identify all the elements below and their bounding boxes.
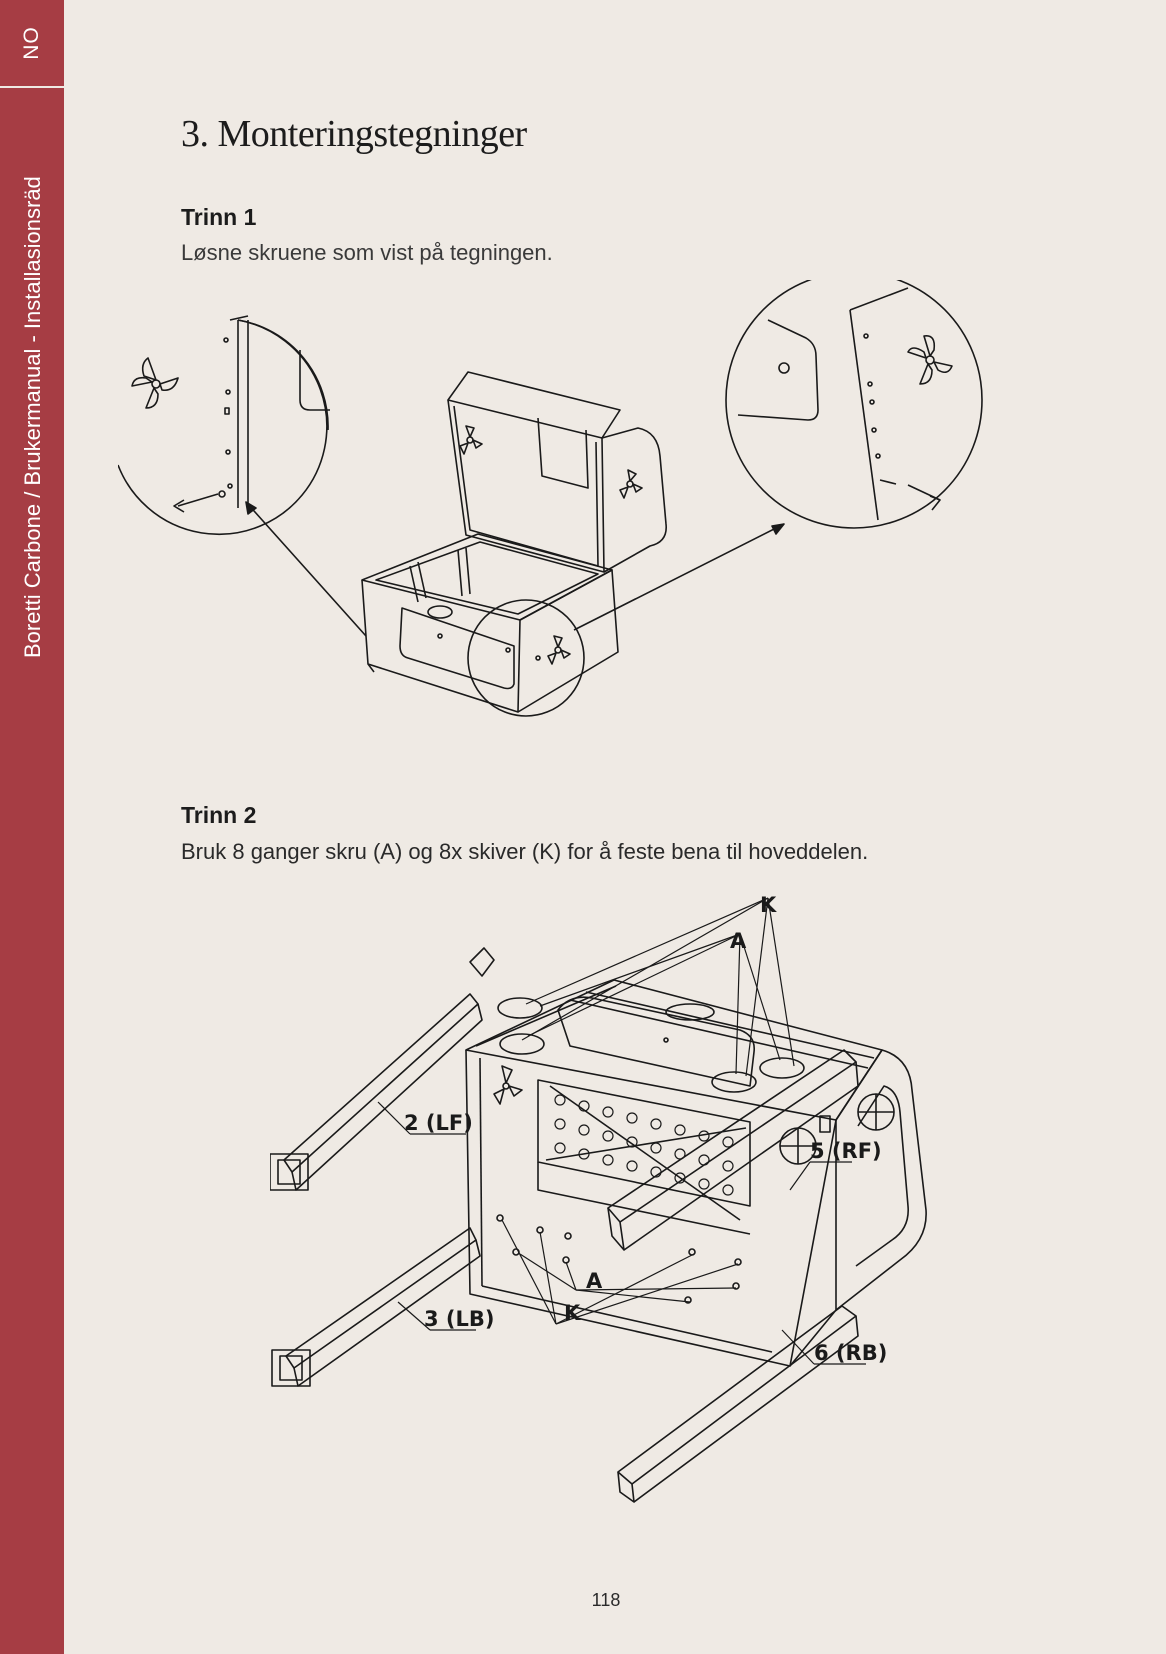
language-label: NO (20, 26, 43, 60)
page-number: 118 (591, 1590, 621, 1610)
fan-icon-right (908, 336, 952, 384)
page-title: 3. Monteringstegninger (181, 113, 527, 155)
detail-circle-left (118, 316, 330, 534)
fan-icon-body-left (494, 1066, 522, 1104)
sidebar-title: Boretti Carbone / Brukermanual - Installasionsräd (20, 176, 45, 658)
fan-icon-lid-right (620, 470, 642, 498)
label-k-top: K (760, 893, 777, 917)
label-k-bottom: K (564, 1301, 581, 1325)
fan-icon-left (132, 358, 178, 408)
step1-text: Løsne skruene som vist på tegningen. (181, 240, 553, 265)
leg-lf (270, 948, 494, 1190)
fan-icon-side (858, 1094, 894, 1130)
label-leg-rb: 6 (RB) (814, 1341, 888, 1365)
step2-text: Bruk 8 ganger skru (A) og 8x skiver (K) for å feste bena til hoveddelen. (181, 839, 869, 864)
step2-illustration (270, 890, 990, 1510)
step2-heading: Trinn 2 (181, 802, 257, 828)
grill-body-inverted (466, 980, 926, 1366)
detail-circle-right (726, 280, 982, 528)
label-leg-lb: 3 (LB) (424, 1307, 495, 1331)
label-a-bottom: A (586, 1269, 603, 1293)
fan-icon-lid-left (460, 426, 482, 454)
leader-arrows (246, 502, 784, 636)
sidebar (0, 0, 64, 1654)
label-a-top: A (730, 929, 747, 953)
language-tab (0, 0, 64, 88)
label-leg-lf: 2 (LF) (404, 1111, 473, 1135)
step1-heading: Trinn 1 (181, 204, 257, 230)
label-leg-rf: 5 (RF) (810, 1139, 882, 1163)
fan-icon-body (548, 636, 570, 664)
step1-illustration (118, 280, 998, 760)
grill-body (362, 372, 666, 716)
